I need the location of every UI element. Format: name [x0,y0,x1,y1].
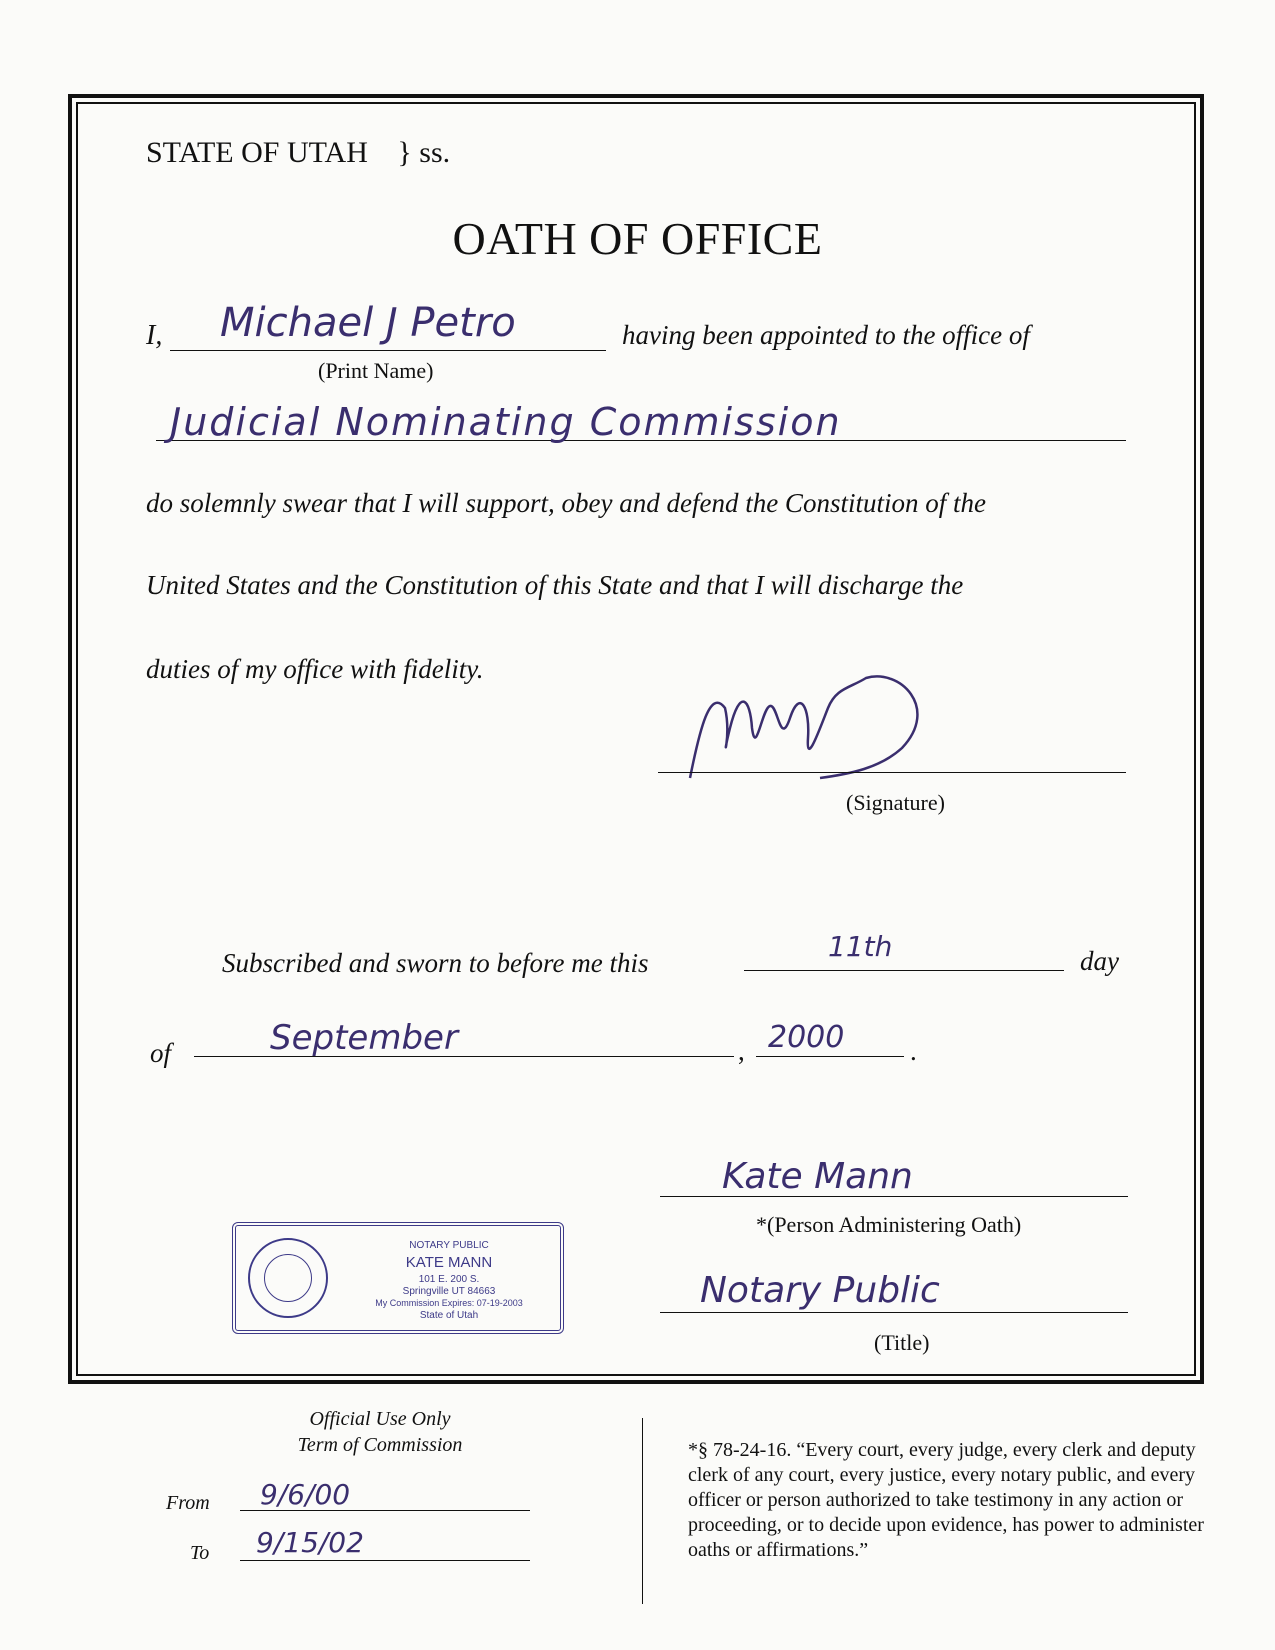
oath-line-3: duties of my office with fidelity. [146,654,484,684]
statute-quote: *§ 78-24-16. “Every court, every judge, every clerk and deputy clerk of any court, every justice, every notary public, and every officer or person authorized to take testimony in any action or proceeding, or to decide upon evidence, has power to administer oaths or affirmations.” [688,1439,1204,1561]
oath-line-1: do solemnly swear that I will support, obey and defend the Constitution of the [146,488,986,518]
print-name-value: Michael J Petro [220,300,516,346]
period: . [910,1036,917,1066]
day-label: day [1080,946,1119,976]
administrator-value: Kate Mann [722,1156,913,1197]
i-label: I, [146,320,163,351]
title-label: (Title) [874,1330,930,1355]
notary-address-1: 101 E. 200 S. [418,1274,480,1285]
print-name-label: (Print Name) [318,358,434,383]
official-use-heading: Official Use Only [309,1408,451,1430]
state-heading [146,136,450,170]
term-heading: Term of Commission [297,1434,463,1456]
year-value: 2000 [768,1020,845,1055]
to-line [240,1560,530,1561]
office-value: Judicial Nominating Commission [170,400,842,444]
notary-stamp [232,1222,564,1334]
appointed-text: having been appointed to the office of [622,320,1030,350]
page-title: OATH OF OFFICE [452,213,823,264]
ss-label: } ss. [397,136,451,169]
notary-name: KATE MANN [405,1254,493,1271]
notary-commission: My Commission Expires: 07-19-2003 [375,1298,523,1308]
signature-image [670,668,960,798]
day-line [744,970,1064,971]
to-value: 9/15/02 [256,1526,364,1559]
title-value: Notary Public [700,1270,940,1311]
signature-label: (Signature) [846,790,945,815]
state-seal-icon [248,1238,328,1318]
of-label: of [150,1038,172,1068]
to-label: To [190,1542,210,1564]
administrator-line [660,1196,1128,1197]
inner-border [76,102,1196,1376]
title-line [660,1312,1128,1313]
month-value: September [270,1018,458,1058]
day-value: 11th [828,930,893,963]
administrator-label: *(Person Administering Oath) [756,1212,1022,1237]
notary-state: State of Utah [419,1310,479,1321]
state-label: STATE OF UTAH [146,136,368,169]
comma: , [738,1036,745,1066]
oath-line-2: United States and the Constitution of this State and that I will discharge the [146,570,964,600]
from-label: From [166,1492,210,1514]
signature-line [658,772,1126,773]
footer-divider [642,1418,643,1604]
from-value: 9/6/00 [260,1478,351,1511]
print-name-line [170,350,606,351]
year-line [756,1056,904,1057]
notary-address-2: Springville UT 84663 [402,1286,496,1297]
notary-public-label: NOTARY PUBLIC [409,1240,489,1251]
subscribed-text: Subscribed and sworn to before me this [222,948,649,978]
